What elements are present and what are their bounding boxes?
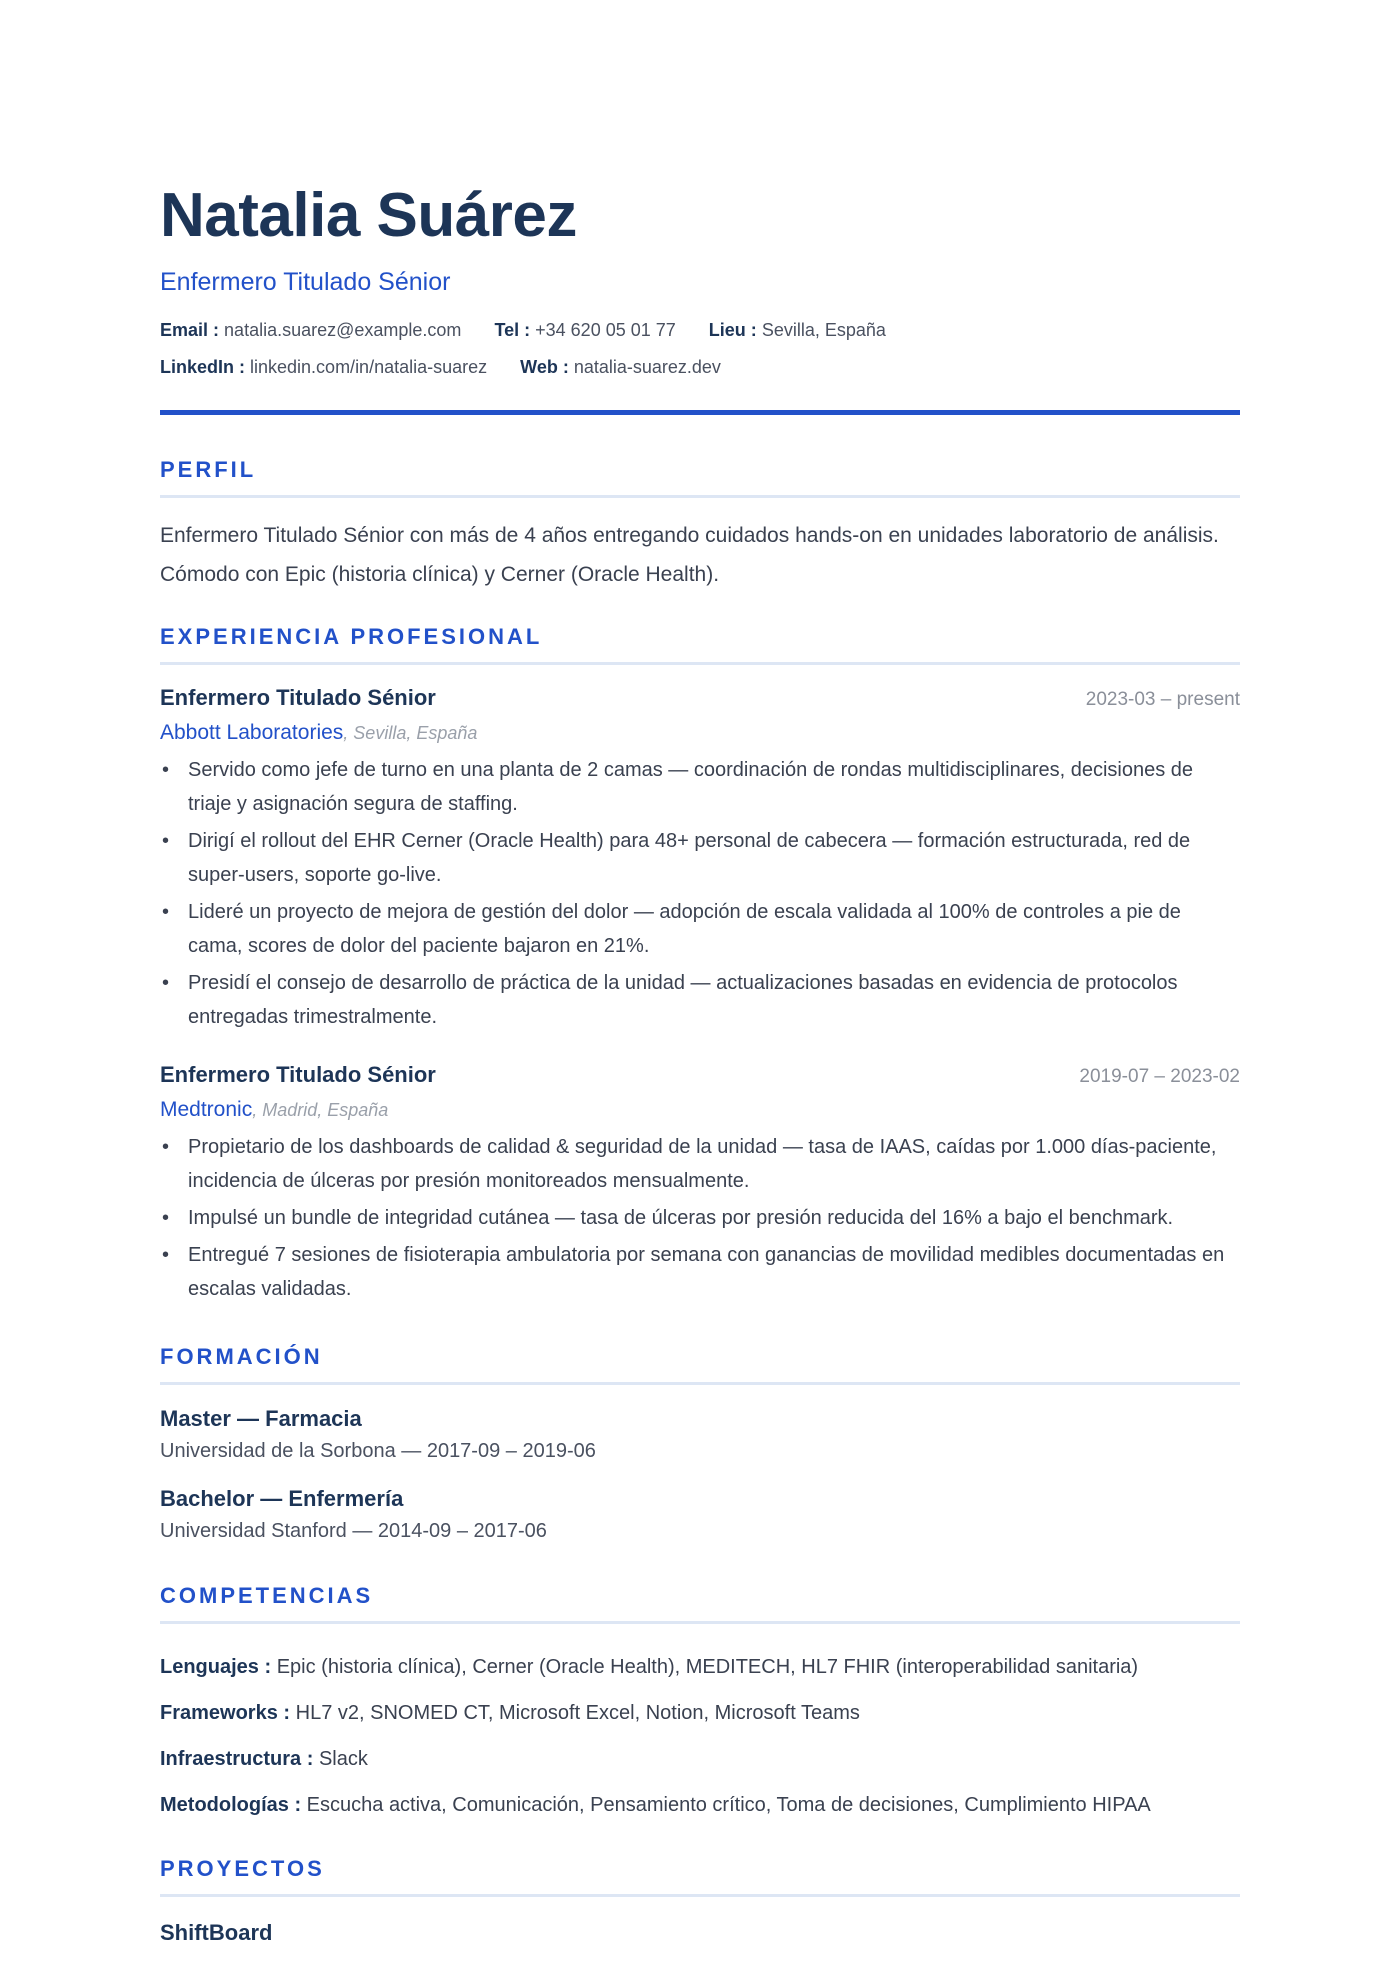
contact-linkedin (160, 349, 487, 386)
section-title: PROYECTOS (160, 1856, 325, 1881)
contact-label: Email : (160, 320, 220, 340)
bullet-text: Dirigí el rollout del EHR Cerner (Oracle Health) para 48+ personal de cabecera — formación estructurada, red de super-users, soporte go-live. (188, 830, 1191, 886)
education-entry (160, 1483, 1240, 1547)
list-item (160, 1238, 1240, 1306)
contact-label: Web : (520, 357, 569, 377)
job-title: Enfermero Titulado Sénior (160, 685, 436, 710)
section-divider (160, 1621, 1240, 1624)
contact-block (160, 312, 1240, 386)
section-education (160, 1342, 1240, 1547)
bullet-icon: • (162, 759, 170, 781)
list-item (160, 1201, 1240, 1235)
location-value: Sevilla, España (761, 320, 886, 340)
section-experience (160, 622, 1240, 1306)
job-dates: 2019-07 – 2023-02 (1079, 1066, 1240, 1087)
education-entry (160, 1403, 1240, 1467)
job-bullets (160, 753, 1240, 1034)
job-company-line (160, 717, 1240, 749)
job-header (160, 683, 1240, 713)
candidate-role: Enfermero Titulado Sénior (160, 268, 451, 296)
education-degree: Master — Farmacia (160, 1406, 362, 1431)
bullet-icon: • (162, 901, 170, 923)
section-title: COMPETENCIAS (160, 1583, 374, 1608)
job-company: Abbott Laboratories (160, 721, 344, 744)
skill-row (160, 1690, 1240, 1736)
email-value[interactable]: natalia.suarez@example.com (224, 320, 462, 340)
contact-label: Tel : (494, 320, 531, 340)
section-divider (160, 1382, 1240, 1385)
bullet-text: Lideré un proyecto de mejora de gestión del dolor — adopción de escala validada al 100% de controles a pie de cama, scores de dolor del paciente bajaron en 21%. (188, 901, 1181, 957)
skill-label: Lenguajes : (160, 1656, 272, 1678)
bullet-icon: • (162, 972, 170, 994)
skill-row (160, 1782, 1240, 1828)
job-dates: 2023-03 – present (1085, 689, 1240, 710)
job-entry (160, 683, 1240, 1034)
header-divider (160, 410, 1240, 415)
skill-label: Infraestructura : (160, 1748, 314, 1770)
linkedin-link[interactable]: linkedin.com/in/natalia-suarez (250, 357, 488, 377)
profile-summary: Enfermero Titulado Sénior con más de 4 años entregando cuidados hands-on en unidades laboratorio de análisis. Cómodo con Epic (historia clínica) y Cerner (Oracle Health). (160, 524, 1219, 586)
bullet-text: Servido como jefe de turno en una planta de 2 camas — coordinación de rondas multidisciplinares, decisiones de triaje y asignación segura de staffing. (188, 759, 1194, 815)
bullet-icon: • (162, 1136, 170, 1158)
job-header (160, 1060, 1240, 1090)
contact-location (709, 312, 886, 349)
section-divider (160, 495, 1240, 498)
list-item (160, 824, 1240, 892)
bullet-text: Impulsé un bundle de integridad cutánea — tasa de úlceras por presión reducida del 16% a bajo el benchmark. (188, 1207, 1174, 1229)
contact-label: LinkedIn : (160, 357, 245, 377)
bullet-text: Presidí el consejo de desarrollo de práctica de la unidad — actualizaciones basadas en evidencia de protocolos entregadas trimestralmente. (188, 972, 1178, 1028)
job-bullets (160, 1130, 1240, 1306)
list-item (160, 966, 1240, 1034)
section-title: FORMACIÓN (160, 1344, 323, 1369)
contact-row (160, 312, 1240, 349)
section-skills (160, 1581, 1240, 1828)
job-entry (160, 1060, 1240, 1306)
bullet-icon: • (162, 1207, 170, 1229)
section-title: EXPERIENCIA PROFESIONAL (160, 624, 543, 649)
contact-tel (494, 312, 675, 349)
skill-label: Frameworks : (160, 1702, 291, 1724)
skill-value: Escucha activa, Comunicación, Pensamiento crítico, Toma de decisiones, Cumplimiento HIPAA (306, 1794, 1151, 1816)
education-degree: Bachelor — Enfermería (160, 1486, 404, 1511)
skill-row (160, 1644, 1240, 1690)
job-location: , Madrid, España (252, 1100, 389, 1120)
job-company-line (160, 1094, 1240, 1126)
skill-value: Slack (318, 1748, 368, 1770)
bullet-icon: • (162, 1244, 170, 1266)
bullet-text: Entregué 7 sesiones de fisioterapia ambulatoria por semana con ganancias de movilidad medibles documentadas en escalas validadas. (188, 1244, 1225, 1300)
section-perfil (160, 455, 1240, 594)
skill-value: Epic (historia clínica), Cerner (Oracle Health), MEDITECH, HL7 FHIR (interoperabilidad sanitaria) (276, 1656, 1139, 1678)
contact-label: Lieu : (708, 320, 757, 340)
job-title: Enfermero Titulado Sénior (160, 1062, 436, 1087)
skill-row (160, 1736, 1240, 1782)
list-item (160, 1130, 1240, 1198)
contact-web (520, 349, 721, 386)
education-meta: Universidad Stanford — 2014-09 – 2017-06 (160, 1520, 547, 1542)
section-divider (160, 1894, 1240, 1897)
skill-label: Metodologías : (160, 1794, 302, 1816)
bullet-icon: • (162, 830, 170, 852)
bullet-text: Propietario de los dashboards de calidad & seguridad de la unidad — tasa de IAAS, caídas por 1.000 días-paciente, incidencia de úlceras por presión monitoreados mensualmente. (188, 1136, 1217, 1192)
resume-content (160, 176, 1240, 1949)
candidate-name: Natalia Suárez (160, 181, 577, 250)
section-divider (160, 662, 1240, 665)
section-title: PERFIL (160, 457, 257, 482)
contact-email (160, 312, 461, 349)
education-meta: Universidad de la Sorbona — 2017-09 – 2019-06 (160, 1440, 596, 1462)
job-company: Medtronic (160, 1098, 253, 1121)
web-link[interactable]: natalia-suarez.dev (573, 357, 721, 377)
contact-row (160, 349, 1240, 386)
section-projects (160, 1854, 1240, 1949)
skill-value: HL7 v2, SNOMED CT, Microsoft Excel, Notion, Microsoft Teams (295, 1702, 860, 1724)
list-item (160, 753, 1240, 821)
tel-value: +34 620 05 01 77 (535, 320, 676, 340)
list-item (160, 895, 1240, 963)
project-name: ShiftBoard (160, 1920, 273, 1945)
job-location: , Sevilla, España (343, 723, 478, 743)
skills-list (160, 1644, 1240, 1828)
